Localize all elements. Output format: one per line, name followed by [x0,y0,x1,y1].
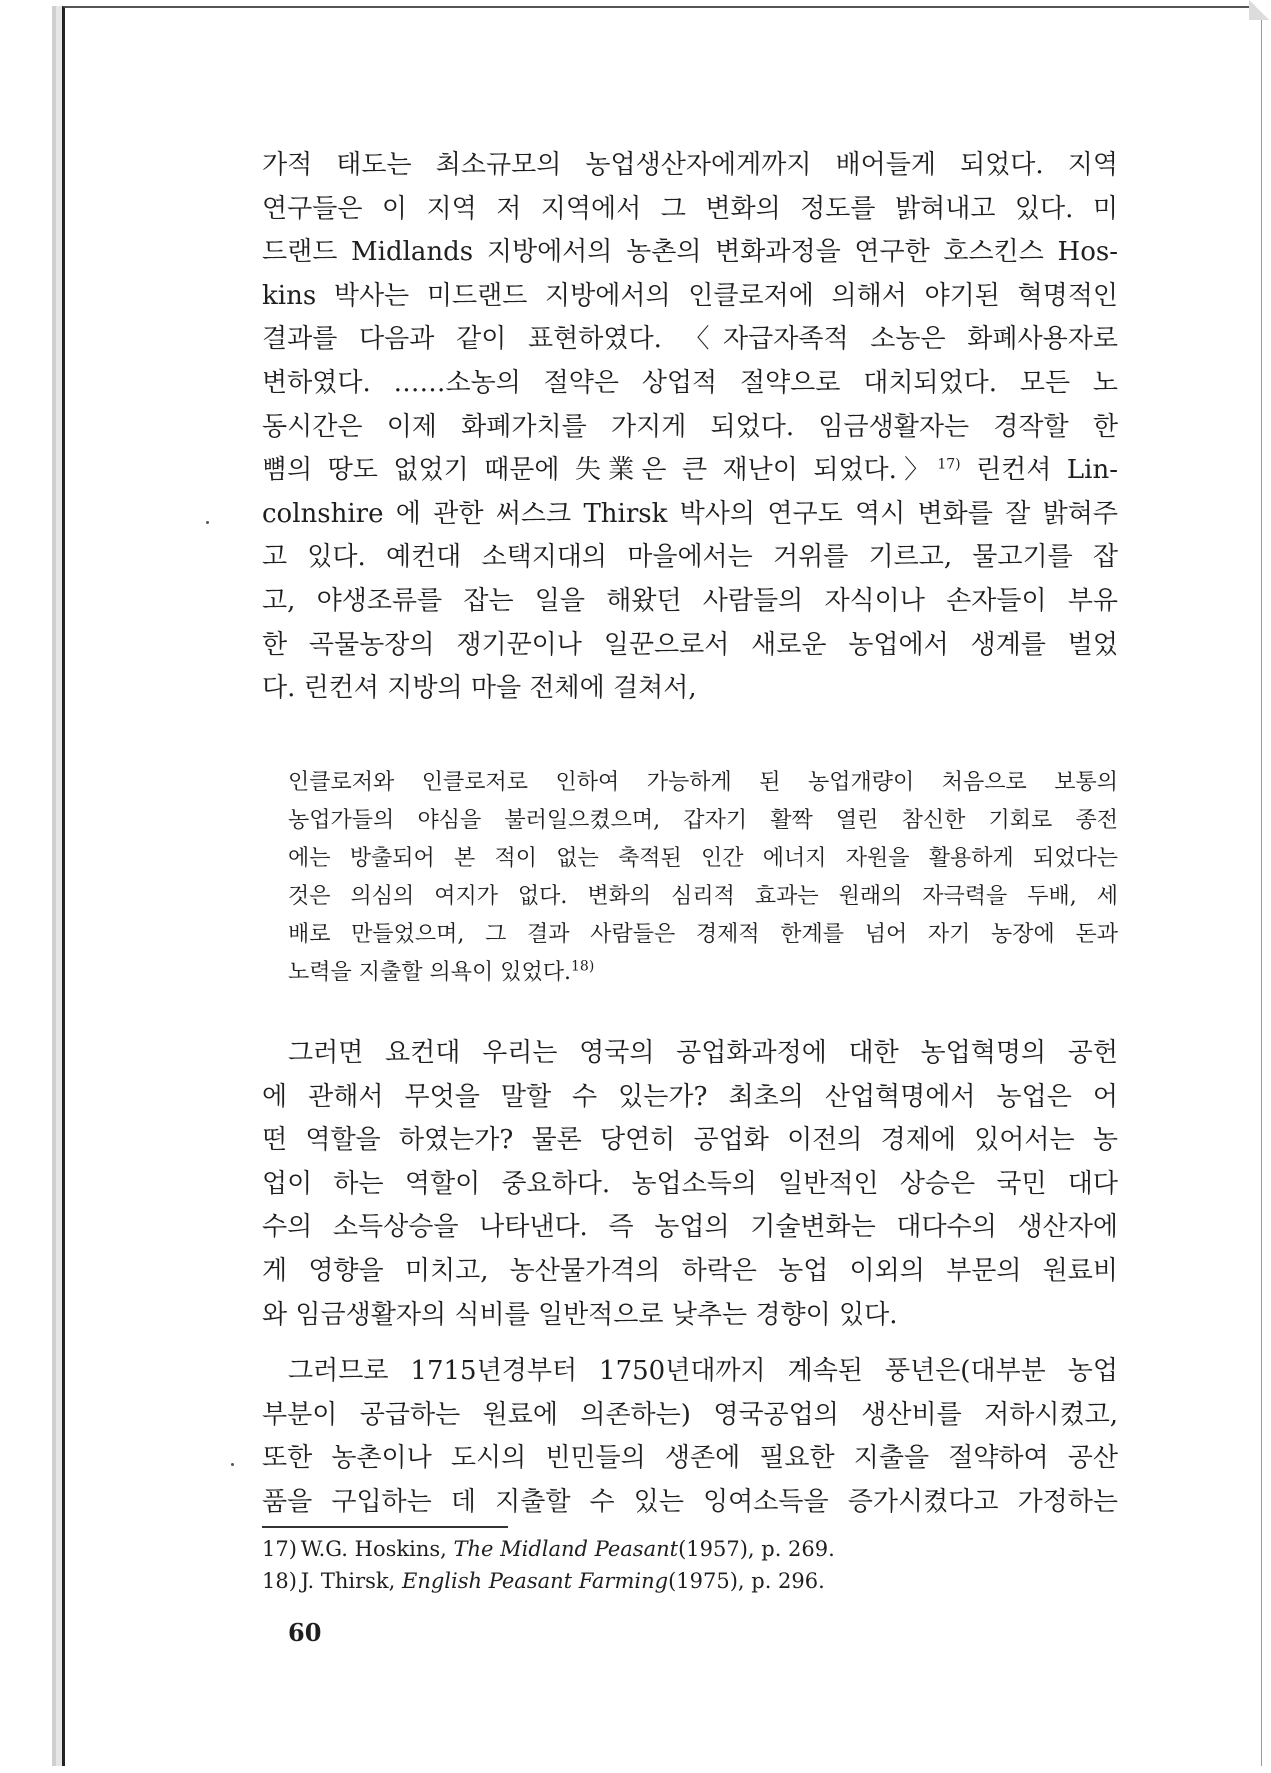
quote-line: 에는 방출되어 본 적이 없는 축적된 인간 에너지 자원을 활용하게 되었다는 [288,846,1118,871]
text-line: kins 박사는 미드랜드 지방에서의 인클로저에 의해서 야기된 혁명적인 [262,280,1118,311]
speck [231,1463,234,1466]
page-corner [1249,0,1269,20]
paragraph-2 [262,1032,1118,1337]
text-line: 에 관해서 무엇을 말할 수 있는가? 최초의 산업혁명에서 농업은 어 [262,1081,1118,1112]
footnote-divider [262,1526,508,1528]
text-line: 한 곡물농장의 쟁기꾼이나 일꾼으로서 새로운 농업에서 생계를 벌었 [262,629,1118,660]
footnote-title: English Peasant Farming [401,1569,669,1593]
footnote-number: 18) [262,1569,297,1593]
quote-line: 인클로저와 인클로저로 인하여 가능하게 된 농업개량이 처음으로 보통의 [288,770,1118,795]
text-segment: 린컨셔 Lin- [960,455,1118,486]
text-line: 드랜드 Midlands 지방에서의 농촌의 변화과정을 연구한 호스킨스 Hos- [262,237,1118,268]
quote-line: 배로 만들었으며, 그 결과 사람들은 경제적 한계를 넘어 자기 농장에 돈과 [288,922,1118,947]
footnote-ref-17: 17) [937,456,961,473]
text-line [262,449,1118,493]
text-line: 그러면 요컨대 우리는 영국의 공업화과정에 대한 농업혁명의 공헌 [288,1038,1118,1068]
text-segment: 뼘의 땅도 없었기 때문에 失業은 큰 재난이 되었다.〉 [262,455,938,486]
text-line: 연구들은 이 지역 저 지역에서 그 변화의 정도를 밝혀내고 있다. 미 [262,193,1118,224]
footnotes [262,1533,1122,1597]
text-line: 다. 린컨셔 지방의 마을 전체에 걸쳐서, [262,673,697,704]
footnote-title: The Midland Peasant [453,1537,679,1561]
block-quote [288,764,1118,992]
text-line: 업이 하는 역할이 중요하다. 농업소득의 일반적인 상승은 국민 대다 [262,1168,1118,1199]
text-line: 게 영향을 미치고, 농산물가격의 하락은 농업 이외의 부문의 원료비 [262,1255,1118,1286]
quote-line: 것은 의심의 여지가 없다. 변화의 심리적 효과는 원래의 자극력을 두배, 세 [288,884,1118,909]
quote-line [288,954,1118,992]
text-line: 수의 소득상승을 나타낸다. 즉 농업의 기술변화는 대다수의 생산자에 [262,1212,1118,1243]
text-line: 변하였다. ……소농의 절약은 상업적 절약으로 대치되었다. 모든 노 [262,367,1118,398]
footnote-author: J. Thirsk, [300,1569,396,1593]
footnote-rest: (1975), p. 296. [668,1569,825,1593]
text-line: 품을 구입하는 데 지출할 수 있는 잉여소득을 증가시켰다고 가정하는 [262,1486,1118,1517]
footnote-17 [262,1533,1122,1565]
paragraph-3 [262,1350,1118,1524]
footnote-rest: (1957), p. 269. [678,1537,835,1561]
text-line: 가적 태도는 최소규모의 농업생산자에게까지 배어들게 되었다. 지역 [262,150,1118,180]
text-line: 와 임금생활자의 식비를 일반적으로 낮추는 경향이 있다. [262,1299,898,1330]
text-line: 결과를 다음과 같이 표현하였다. 〈자급자족적 소농은 화폐사용자로 [262,324,1118,355]
text-line: 떤 역할을 하였는가? 물론 당연히 공업화 이전의 경제에 있어서는 농 [262,1125,1118,1156]
text-segment: 노력을 지출할 의욕이 있었다. [288,960,571,985]
text-line: 그러므로 1715년경부터 1750년대까지 계속된 풍년은(대부분 농업 [288,1356,1118,1386]
text-line: 동시간은 이제 화폐가치를 가지게 되었다. 임금생활자는 경작할 한 [262,411,1118,442]
speck [206,521,209,524]
text-line: 고 있다. 예컨대 소택지대의 마을에서는 거위를 기르고, 물고기를 잡 [262,542,1118,573]
text-line: 고, 야생조류를 잡는 일을 해왔던 사람들의 자식이나 손자들이 부유 [262,585,1118,616]
text-line: 또한 농촌이나 도시의 빈민들의 생존에 필요한 지출을 절약하여 공산 [262,1443,1118,1474]
footnote-number: 17) [262,1537,297,1561]
paragraph-1 [262,144,1118,711]
text-line: colnshire 에 관한 써스크 Thirsk 박사의 연구도 역시 변화를 잘 밝혀주 [262,498,1118,529]
page-number: 60 [288,1618,322,1647]
footnote-18 [262,1565,1122,1597]
text-line: 부분이 공급하는 원료에 의존하는) 영국공업의 생산비를 저하시켰고, [262,1399,1118,1430]
quote-line: 농업가들의 야심을 불러일으켰으며, 갑자기 활짝 열린 참신한 기회로 종전 [288,808,1118,833]
footnote-ref-18: 18) [571,958,595,975]
footnote-author: W.G. Hoskins, [300,1537,447,1561]
